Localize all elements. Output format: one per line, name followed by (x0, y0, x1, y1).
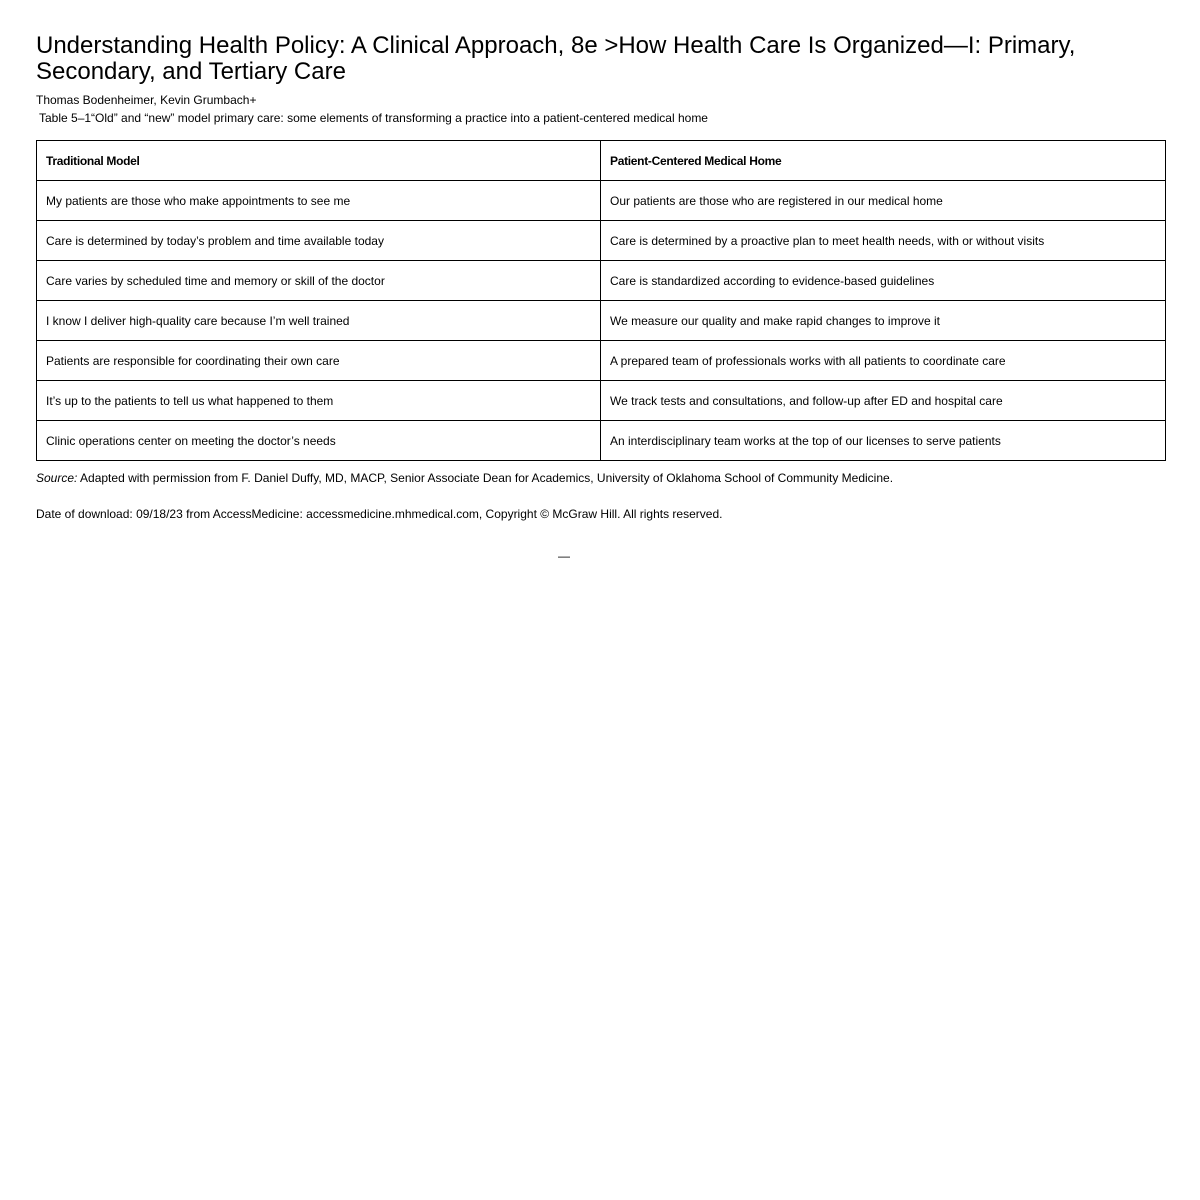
source-label: Source: (36, 471, 78, 485)
table-caption: Table 5–1“Old” and “new” model primary care: some elements of transforming a practice into a patient-centered medical home (39, 111, 708, 125)
table-row (37, 301, 1166, 341)
table-row (37, 341, 1166, 381)
medical-home-cell: We measure our quality and make rapid changes to improve it (601, 301, 1166, 341)
authors-line: Thomas Bodenheimer, Kevin Grumbach+ (36, 93, 257, 107)
comparison-table (36, 140, 1166, 461)
header-patient-centered-medical-home: Patient-Centered Medical Home (601, 141, 1166, 181)
source-note (36, 471, 893, 485)
traditional-cell: I know I deliver high-quality care because I’m well trained (37, 301, 601, 341)
traditional-cell: Patients are responsible for coordinating their own care (37, 341, 601, 381)
traditional-cell: It’s up to the patients to tell us what happened to them (37, 381, 601, 421)
table-row (37, 221, 1166, 261)
table-row (37, 181, 1166, 221)
traditional-cell: My patients are those who make appointments to see me (37, 181, 601, 221)
page-mark: — (558, 549, 570, 563)
source-text: Adapted with permission from F. Daniel Duffy, MD, MACP, Senior Associate Dean for Academics, University of Oklahoma School of Community Medicine. (77, 471, 894, 485)
table-row (37, 381, 1166, 421)
table-row (37, 261, 1166, 301)
header-traditional-model: Traditional Model (37, 141, 601, 181)
traditional-cell: Care varies by scheduled time and memory or skill of the doctor (37, 261, 601, 301)
medical-home-cell: Care is determined by a proactive plan to meet health needs, with or without visits (601, 221, 1166, 261)
traditional-cell: Clinic operations center on meeting the doctor’s needs (37, 421, 601, 461)
table-row (37, 421, 1166, 461)
table-header-row (37, 141, 1166, 181)
medical-home-cell: Our patients are those who are registered in our medical home (601, 181, 1166, 221)
page-title: Understanding Health Policy: A Clinical Approach, 8e >How Health Care Is Organized—I: Primary, Secondary, and Tertiary Care (36, 32, 1076, 85)
traditional-cell: Care is determined by today’s problem and time available today (37, 221, 601, 261)
medical-home-cell: An interdisciplinary team works at the top of our licenses to serve patients (601, 421, 1166, 461)
medical-home-cell: A prepared team of professionals works with all patients to coordinate care (601, 341, 1166, 381)
medical-home-cell: Care is standardized according to evidence-based guidelines (601, 261, 1166, 301)
medical-home-cell: We track tests and consultations, and follow-up after ED and hospital care (601, 381, 1166, 421)
download-notice: Date of download: 09/18/23 from AccessMedicine: accessmedicine.mhmedical.com, Copyright © McGraw Hill. All rights reserved. (36, 507, 723, 521)
